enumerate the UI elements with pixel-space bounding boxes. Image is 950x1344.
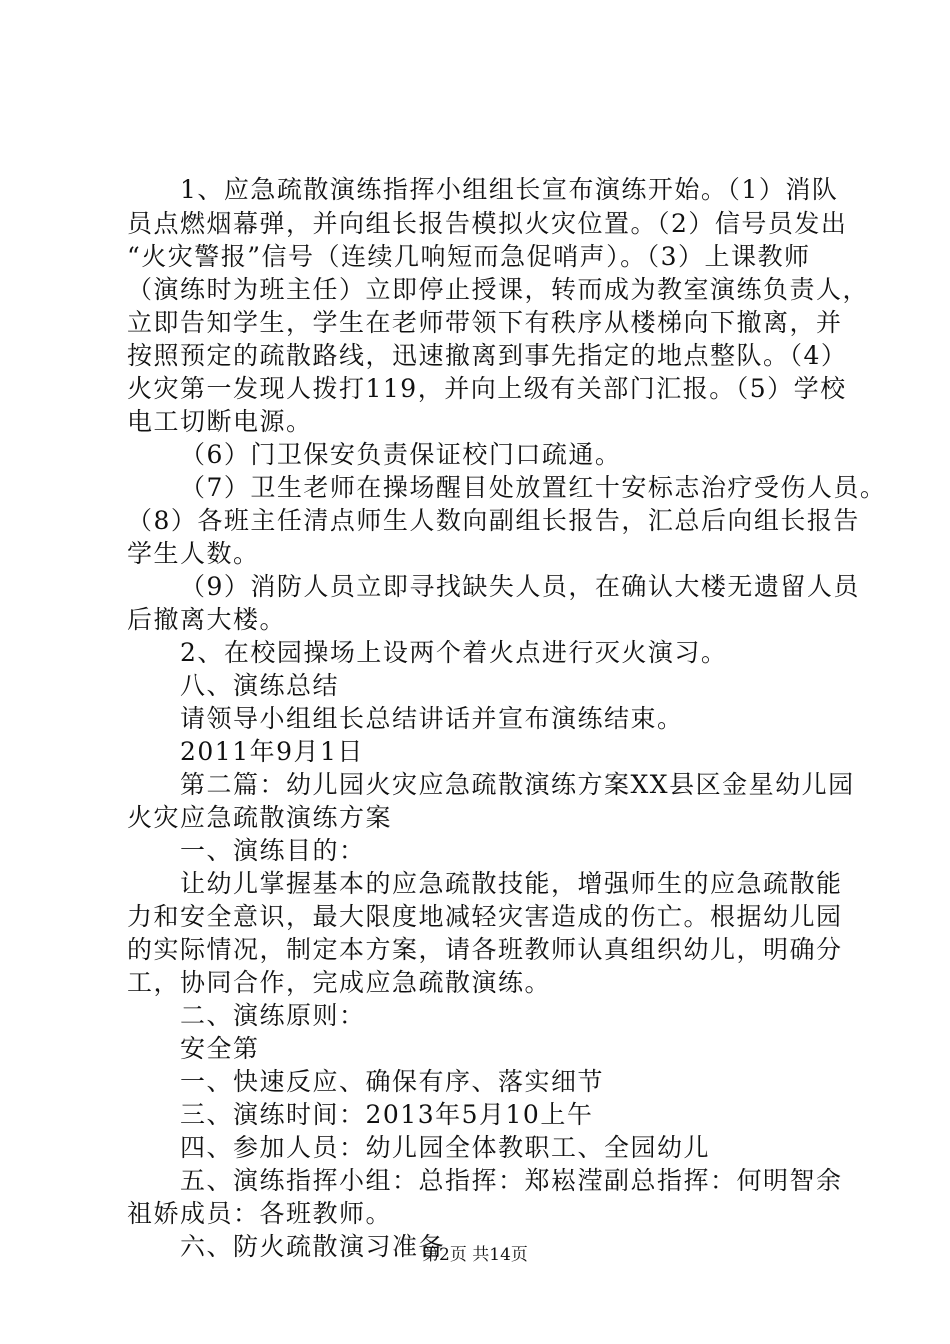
- text-line: 安全第: [180, 1034, 260, 1063]
- text-line: “火灾警报”信号（连续几响短而急促哨声）。（3）上课教师: [127, 242, 811, 271]
- text-line: 的实际情况，制定本方案，请各班教师认真组织幼儿，明确分: [127, 935, 843, 964]
- text-line: 火灾第一发现人拨打119，并向上级有关部门汇报。（5）学校: [127, 374, 847, 403]
- text-line: 八、演练总结: [180, 671, 340, 700]
- text-line: 一、快速反应、确保有序、落实细节: [180, 1067, 605, 1096]
- text-line: 六、防火疏散演习准备: [180, 1232, 446, 1261]
- text-line: （8）各班主任清点师生人数向副组长报告，汇总后向组长报告: [127, 506, 860, 535]
- text-line: 祖娇成员：各班教师。: [127, 1199, 393, 1228]
- page-footer: 第2页 共14页: [422, 1245, 528, 1265]
- text-line: 让幼儿掌握基本的应急疏散技能，增强师生的应急疏散能: [180, 869, 843, 898]
- text-line: 火灾应急疏散演练方案: [127, 803, 393, 832]
- text-line: 电工切断电源。: [127, 407, 313, 436]
- text-line: （演练时为班主任）立即停止授课，转而成为教室演练负责人，: [127, 275, 870, 304]
- text-line: 员点燃烟幕弹，并向组长报告模拟火灾位置。（2）信号员发出: [127, 209, 848, 238]
- text-line: 二、演练原则：: [180, 1001, 366, 1030]
- text-line: （9）消防人员立即寻找缺失人员，在确认大楼无遗留人员: [180, 572, 860, 601]
- text-line: （6）门卫保安负责保证校门口疏通。: [180, 440, 622, 469]
- text-line: 后撤离大楼。: [127, 605, 287, 634]
- text-line: 一、演练目的：: [180, 836, 366, 865]
- text-line: 立即告知学生，学生在老师带领下有秩序从楼梯向下撤离，并: [127, 308, 843, 337]
- text-line: 2011年9月1日: [180, 737, 364, 766]
- text-line: 工，协同合作，完成应急疏散演练。: [127, 968, 552, 997]
- text-line: 2、在校园操场上设两个着火点进行灭火演习。: [180, 638, 728, 667]
- text-line: 按照预定的疏散路线，迅速撤离到事先指定的地点整队。（4）: [127, 341, 848, 370]
- text-line: 1、应急疏散演练指挥小组组长宣布演练开始。（1）消队: [180, 175, 839, 204]
- text-line: 四、参加人员：幼儿园全体教职工、全园幼儿: [180, 1133, 711, 1162]
- text-line: 五、演练指挥小组：总指挥：郑崧滢副总指挥：何明智余: [180, 1166, 843, 1195]
- text-line: 学生人数。: [127, 539, 260, 568]
- text-line: 请领导小组组长总结讲话并宣布演练结束。: [180, 704, 684, 733]
- text-line: （7）卫生老师在操场醒目处放置红十安标志治疗受伤人员。: [180, 473, 887, 502]
- text-line: 第二篇：幼儿园火灾应急疏散演练方案XX县区金星幼儿园: [180, 770, 855, 799]
- text-line: 三、演练时间：2013年5月10上午: [180, 1100, 594, 1129]
- text-line: 力和安全意识，最大限度地减轻灾害造成的伤亡。根据幼儿园: [127, 902, 843, 931]
